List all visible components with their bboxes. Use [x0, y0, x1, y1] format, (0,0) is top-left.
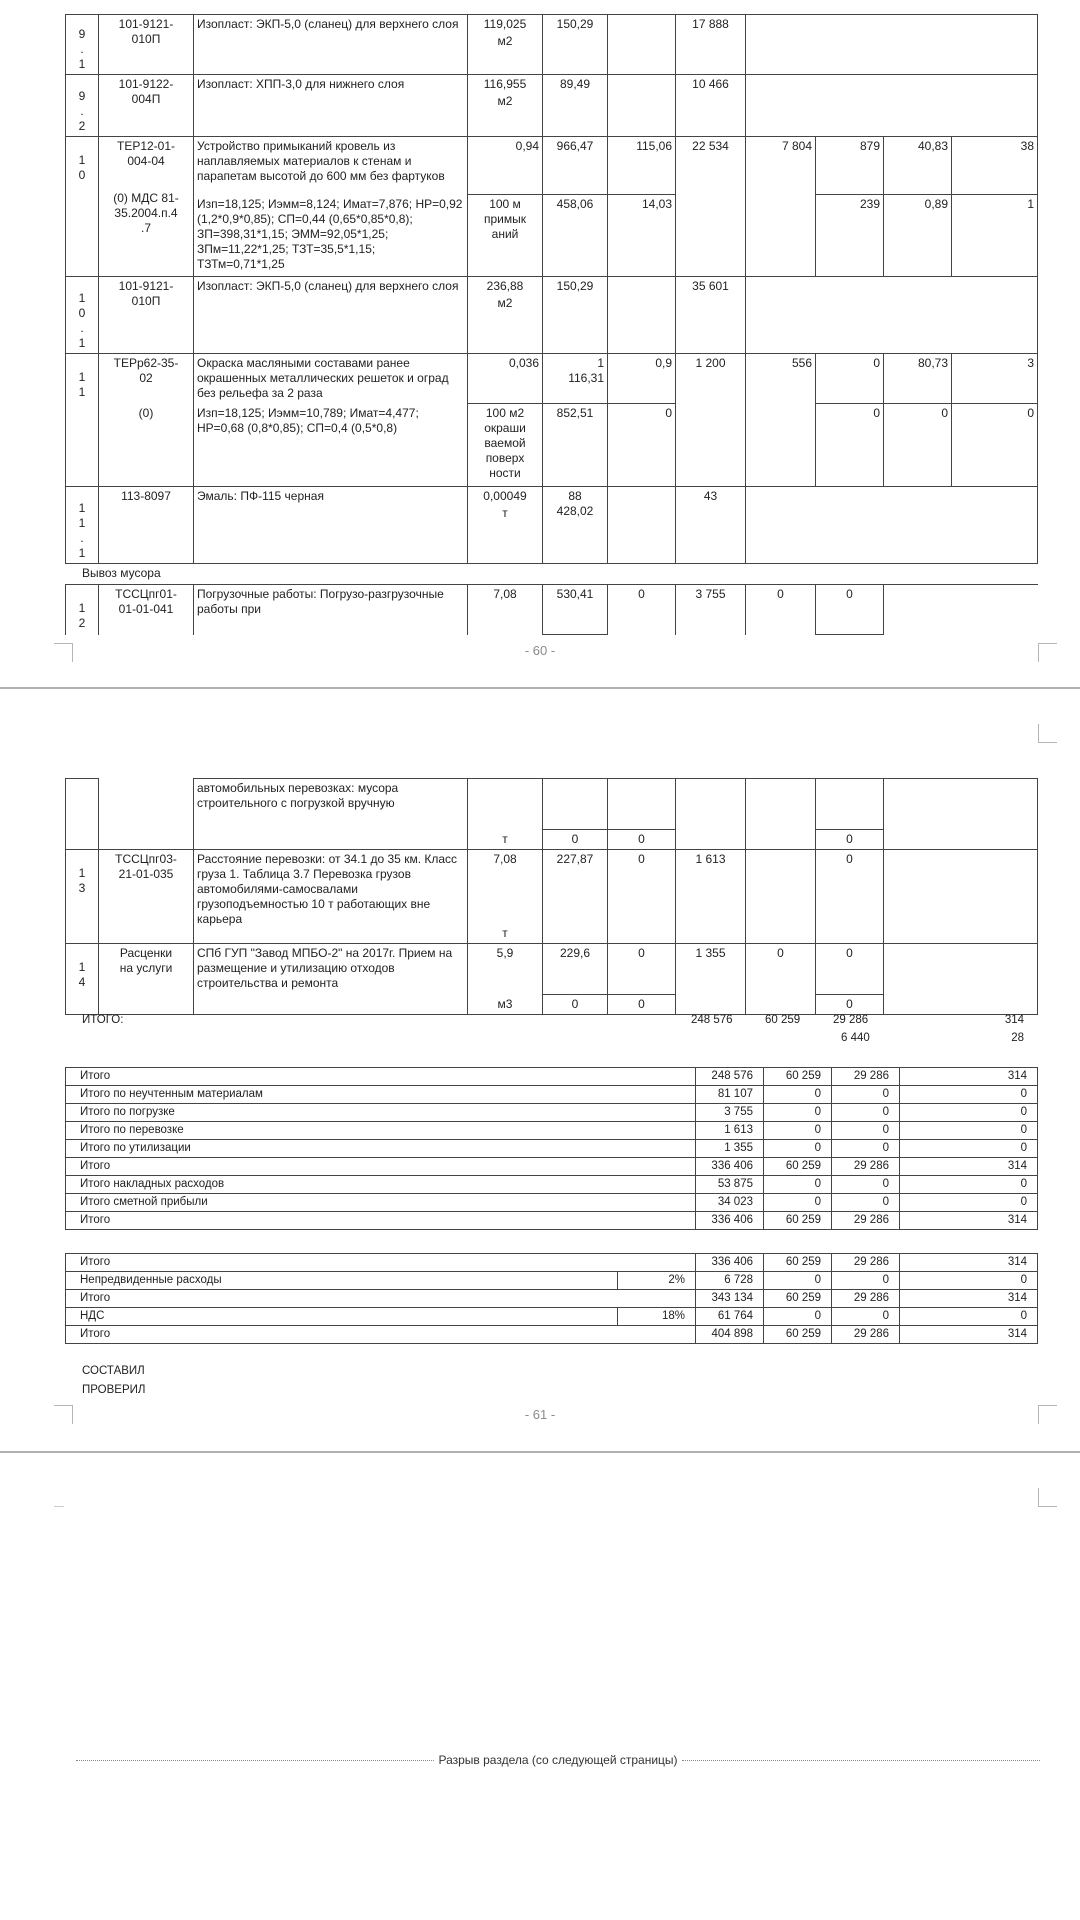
row-labor-total: 3 [1027, 356, 1034, 370]
row-total: 10 466 [692, 77, 729, 91]
row-machines-total: 0 [846, 832, 853, 846]
summary-label: Итого по утилизации [66, 1140, 696, 1158]
page-separator [0, 687, 1080, 689]
itogo-labor-machines: 28 [1011, 1032, 1024, 1044]
summary-value-a: 3 755 [696, 1104, 764, 1122]
summary-value-a: 1 355 [696, 1140, 764, 1158]
summary-value-c: 29 286 [832, 1068, 900, 1086]
row-quantity: 0,036 [508, 356, 539, 370]
row-number: 1 0 . 1 [78, 291, 86, 350]
row-labor: 80,73 [917, 356, 948, 370]
row-unit: м2 [497, 34, 513, 48]
estimate-table-page-60 [65, 14, 1038, 564]
row-price-machines: 0 [638, 997, 645, 1011]
summary-value-a: 343 134 [696, 1290, 764, 1308]
table-row [66, 404, 1038, 487]
summary-label: Итого [66, 1326, 696, 1344]
row-quantity: 236,88 [486, 279, 524, 293]
page-separator [0, 1451, 1080, 1453]
summary-value-b: 60 259 [764, 1068, 832, 1086]
summary-value-b: 0 [764, 1194, 832, 1212]
row-labor-total: 1 [1027, 197, 1034, 211]
summary-row [66, 1176, 1038, 1194]
summary-label: Итого [66, 1068, 696, 1086]
row-price: 0 [571, 997, 579, 1011]
row-price: 458,06 [556, 197, 594, 211]
table-row [66, 354, 1038, 404]
row-description: Расстояние перевозки: от 34.1 до 35 км. Класс груза 1. Таблица 3.7 Перевозка грузов автомобилями-самосвалами грузоподъемностью 10 т работающих вне карьера [197, 852, 458, 926]
summary-value-b: 0 [764, 1086, 832, 1104]
row-code: ТЕРр62-35- 02 [113, 356, 179, 385]
row-price: 1 116,31 [568, 356, 604, 385]
summary-row [66, 1140, 1038, 1158]
row-total: 1 200 [695, 356, 726, 370]
summary-table-final [65, 1253, 1038, 1344]
summary-value-d: 0 [900, 1308, 1038, 1326]
section-title: Вывоз мусора [82, 566, 161, 580]
itogo-machines: 29 286 [833, 1014, 869, 1026]
row-quantity: 5,9 [496, 946, 514, 960]
row-code-basis: (0) [138, 406, 154, 420]
row-price-machines: 0 [638, 832, 645, 846]
summary-label: Итого по погрузке [66, 1104, 696, 1122]
summary-label: Итого [66, 1290, 696, 1308]
summary-value-c: 0 [832, 1272, 900, 1290]
table-row [66, 944, 1038, 995]
row-total: 3 755 [695, 587, 726, 601]
summary-value-c: 29 286 [832, 1290, 900, 1308]
row-total: 35 601 [692, 279, 729, 293]
summary-value-b: 0 [764, 1104, 832, 1122]
row-quantity: 116,955 [483, 77, 527, 91]
summary-percent: 18% [618, 1308, 696, 1326]
row-price: 227,87 [556, 852, 594, 866]
summary-value-d: 0 [900, 1272, 1038, 1290]
row-labor-total: 0 [1027, 406, 1034, 420]
summary-value-d: 314 [900, 1326, 1038, 1344]
row-number: 1 4 [78, 960, 86, 989]
summary-value-c: 29 286 [832, 1212, 900, 1230]
summary-value-a: 6 728 [696, 1272, 764, 1290]
summary-row [66, 1254, 1038, 1272]
summary-row [66, 1308, 1038, 1326]
summary-value-d: 314 [900, 1290, 1038, 1308]
summary-value-a: 248 576 [696, 1068, 764, 1086]
summary-value-c: 0 [832, 1194, 900, 1212]
row-machines-total: 0 [846, 997, 853, 1011]
row-price: 530,41 [556, 587, 594, 601]
page-number: - 60 - [524, 643, 556, 658]
row-number: 9 . 1 [78, 27, 86, 71]
table-row [66, 585, 1038, 635]
summary-value-b: 0 [764, 1176, 832, 1194]
summary-label: НДС [66, 1308, 618, 1326]
summary-row [66, 1122, 1038, 1140]
itogo-total: 248 576 [691, 1014, 733, 1026]
summary-value-b: 60 259 [764, 1212, 832, 1230]
summary-row [66, 1086, 1038, 1104]
row-code: 101-9121- 010П [118, 279, 174, 308]
row-price: 966,47 [556, 139, 594, 153]
row-description: автомобильных перевозках: мусора строительного с погрузкой вручную [197, 781, 399, 810]
row-quantity: 0,00049 [483, 489, 527, 503]
page-number: - 61 - [524, 1407, 556, 1422]
row-labor: 0,89 [924, 197, 948, 211]
summary-table-totals [65, 1067, 1038, 1230]
row-machines-total: 0 [873, 406, 880, 420]
row-unit: м2 [497, 94, 513, 108]
row-total: 1 613 [695, 852, 726, 866]
signature-checked: ПРОВЕРИЛ [82, 1384, 146, 1396]
row-machines-total: 0 [846, 946, 853, 960]
row-price: 0 [571, 832, 579, 846]
row-coefficients: Изп=18,125; Иэмм=10,789; Имат=4,477; НР=0,68 (0,8*0,85); СП=0,4 (0,5*0,8) [197, 405, 419, 435]
row-price-machines: 14,03 [641, 197, 672, 211]
section-break-label: Разрыв раздела (со следующей страницы) [438, 1753, 678, 1767]
row-number: 1 1 . 1 [78, 501, 86, 560]
row-machines-total: 239 [859, 197, 880, 211]
row-quantity: 119,025 [483, 17, 527, 31]
row-number: 1 2 [78, 601, 86, 630]
row-total: 17 888 [692, 17, 729, 31]
table-row [66, 15, 1038, 75]
row-unit: т [502, 832, 508, 846]
table-row [66, 75, 1038, 137]
summary-value-b: 60 259 [764, 1290, 832, 1308]
summary-row [66, 1194, 1038, 1212]
row-description: Погрузочные работы: Погрузо-разгрузочные работы при [197, 587, 444, 616]
summary-value-b: 0 [764, 1272, 832, 1290]
summary-label: Итого сметной прибыли [66, 1194, 696, 1212]
summary-value-c: 29 286 [832, 1326, 900, 1344]
summary-value-c: 0 [832, 1176, 900, 1194]
summary-value-b: 60 259 [764, 1326, 832, 1344]
summary-value-d: 0 [900, 1122, 1038, 1140]
row-price-machines: 115,06 [636, 139, 672, 153]
row-machines-total: 879 [859, 139, 880, 153]
section-break-marker [76, 1752, 1040, 1768]
summary-value-b: 60 259 [764, 1254, 832, 1272]
estimate-table-row-12 [65, 584, 1038, 635]
itogo-label: ИТОГО: [82, 1014, 124, 1026]
row-code: 113-8097 [121, 489, 171, 503]
summary-label: Итого по перевозке [66, 1122, 696, 1140]
summary-row [66, 1212, 1038, 1230]
table-row [66, 277, 1038, 354]
row-description: Изопласт: ЭКП-5,0 (сланец) для верхнего слоя [197, 279, 459, 293]
row-price: 229,6 [559, 946, 591, 960]
signature-composed: СОСТАВИЛ [82, 1365, 145, 1377]
row-unit: 100 м2 окраши ваемой поверх ности [484, 406, 526, 480]
table-row [66, 779, 1038, 830]
summary-value-a: 61 764 [696, 1308, 764, 1326]
row-total: 43 [703, 489, 718, 503]
row-code-basis: (0) МДС 81- 35.2004.п.4 .7 [113, 191, 179, 235]
row-unit: м3 [497, 997, 513, 1011]
summary-label: Итого накладных расходов [66, 1176, 696, 1194]
row-price: 150,29 [556, 279, 594, 293]
row-machines-total: 0 [873, 356, 880, 370]
row-total: 1 355 [695, 946, 726, 960]
summary-value-d: 314 [900, 1068, 1038, 1086]
row-total: 22 534 [692, 139, 729, 153]
summary-value-a: 53 875 [696, 1176, 764, 1194]
summary-value-a: 336 406 [696, 1254, 764, 1272]
row-number: 9 . 2 [78, 89, 86, 133]
summary-value-a: 1 613 [696, 1122, 764, 1140]
row-number: 1 3 [78, 866, 86, 895]
summary-value-a: 336 406 [696, 1158, 764, 1176]
summary-value-b: 0 [764, 1308, 832, 1326]
row-description: Изопласт: ЭКП-5,0 (сланец) для верхнего слоя [197, 17, 459, 31]
row-price-machines: 0 [638, 587, 645, 601]
margin-corner-mark [1038, 724, 1057, 743]
row-salary: 556 [791, 356, 812, 370]
row-quantity: 0,94 [515, 139, 539, 153]
row-code: ТЕР12-01- 004-04 [116, 139, 176, 168]
row-price-machines: 0 [638, 852, 645, 866]
summary-value-d: 0 [900, 1086, 1038, 1104]
summary-row [66, 1326, 1038, 1344]
row-number: 1 0 [78, 153, 86, 182]
summary-value-d: 0 [900, 1140, 1038, 1158]
row-price-machines: 0 [665, 406, 672, 420]
row-price-machines: 0,9 [655, 356, 672, 370]
row-description: СПб ГУП "Завод МПБО-2" на 2017г. Прием на размещение и утилизацию отходов строительства и ремонта [197, 946, 453, 990]
itogo-salary: 60 259 [765, 1014, 801, 1026]
row-unit: т [502, 506, 508, 520]
row-code: 101-9121- 010П [118, 17, 174, 46]
summary-value-b: 0 [764, 1122, 832, 1140]
summary-value-a: 34 023 [696, 1194, 764, 1212]
summary-value-d: 314 [900, 1158, 1038, 1176]
row-labor: 40,83 [917, 139, 948, 153]
margin-corner-mark [54, 1506, 64, 1507]
row-unit: 100 м примык аний [484, 197, 526, 241]
summary-label: Итого [66, 1212, 696, 1230]
row-code: ТССЦпг03- 21-01-035 [115, 852, 177, 881]
summary-row [66, 1272, 1038, 1290]
summary-value-c: 29 286 [832, 1254, 900, 1272]
summary-value-d: 0 [900, 1104, 1038, 1122]
summary-label: Итого [66, 1158, 696, 1176]
summary-row [66, 1290, 1038, 1308]
row-salary: 0 [777, 946, 784, 960]
summary-row [66, 1104, 1038, 1122]
row-price-machines: 0 [638, 946, 645, 960]
table-row [66, 195, 1038, 277]
itogo-machines-salary: 6 440 [841, 1032, 870, 1044]
row-description: Эмаль: ПФ-115 черная [197, 489, 324, 503]
summary-value-a: 404 898 [696, 1326, 764, 1344]
row-code: 101-9122- 004П [118, 77, 174, 106]
summary-row [66, 1158, 1038, 1176]
row-price: 89,49 [559, 77, 591, 91]
row-quantity: 7,08 [493, 852, 517, 866]
summary-label: Непредвиденные расходы [66, 1272, 618, 1290]
summary-percent: 2% [618, 1272, 696, 1290]
summary-value-b: 60 259 [764, 1158, 832, 1176]
summary-value-b: 0 [764, 1140, 832, 1158]
row-machines-total: 0 [846, 587, 853, 601]
row-labor: 0 [941, 406, 948, 420]
summary-label: Итого [66, 1254, 696, 1272]
row-unit: м2 [497, 296, 513, 310]
row-labor-total: 38 [1020, 139, 1034, 153]
row-code: ТССЦпг01- 01-01-041 [115, 587, 177, 616]
table-row [66, 487, 1038, 564]
dotted-line [682, 1760, 1040, 1761]
row-number: 1 1 [78, 370, 86, 399]
dotted-line [76, 1760, 434, 1761]
summary-value-a: 336 406 [696, 1212, 764, 1230]
table-row [66, 850, 1038, 944]
table-row [66, 137, 1038, 195]
summary-value-c: 0 [832, 1122, 900, 1140]
row-price: 150,29 [556, 17, 594, 31]
summary-value-d: 314 [900, 1254, 1038, 1272]
row-salary: 0 [777, 587, 784, 601]
row-machines-total: 0 [846, 852, 853, 866]
row-salary: 7 804 [781, 139, 812, 153]
row-quantity: 7,08 [493, 587, 517, 601]
itogo-labor: 314 [1004, 1014, 1024, 1026]
summary-value-d: 0 [900, 1176, 1038, 1194]
summary-value-c: 0 [832, 1308, 900, 1326]
summary-value-c: 0 [832, 1086, 900, 1104]
summary-value-d: 314 [900, 1212, 1038, 1230]
summary-value-d: 0 [900, 1194, 1038, 1212]
summary-value-c: 0 [832, 1140, 900, 1158]
row-price: 88 428,02 [556, 489, 594, 518]
row-description: Окраска масляными составами ранее окрашенных металлических решеток и оград без рельефа за 2 раза [197, 356, 449, 400]
summary-label: Итого по неучтенным материалам [66, 1086, 696, 1104]
row-description: Устройство примыканий кровель из наплавляемых материалов к стенам и парапетам высотой до 600 мм без фартуков [197, 139, 445, 183]
row-description: Изопласт: ХПП-3,0 для нижнего слоя [197, 77, 405, 91]
margin-corner-mark [1038, 1488, 1057, 1507]
row-unit: т [502, 926, 508, 940]
summary-value-a: 81 107 [696, 1086, 764, 1104]
summary-value-c: 0 [832, 1104, 900, 1122]
row-code: Расценки на услуги [119, 946, 173, 975]
summary-row [66, 1068, 1038, 1086]
row-price: 852,51 [556, 406, 594, 420]
summary-value-c: 29 286 [832, 1158, 900, 1176]
row-coefficients: Изп=18,125; Иэмм=8,124; Имат=7,876; НР=0,92 (1,2*0,9*0,85); СП=0,44 (0,65*0,85*0,8); ЗП=398,31*1,15; ЭММ=92,05*1,25; ЗПм=11,22*1,25; ТЗТ=35,5*1,15; ТЗТм=0,71*1,25 [197, 196, 463, 271]
estimate-table-page-61 [65, 778, 1038, 1015]
